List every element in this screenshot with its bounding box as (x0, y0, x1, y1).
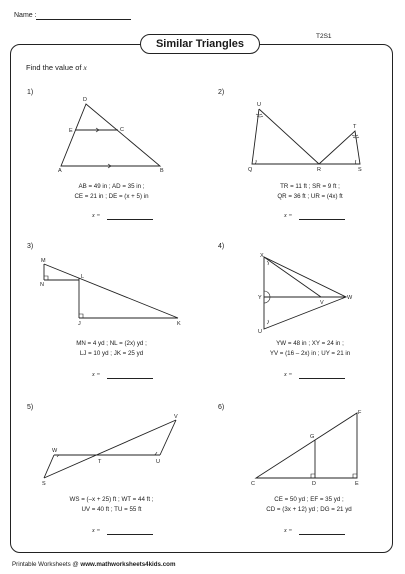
p5-label-t: T (98, 459, 102, 465)
p1-label-a: A (58, 168, 62, 174)
name-label: Name : (14, 12, 37, 19)
problem-1-given-line2: CE = 21 in ; DE = (x + 5) in (74, 193, 149, 200)
problem-1-answer-label: x = (92, 212, 101, 219)
problem-6-given-line1: CE = 50 yd ; EF = 35 yd ; (274, 496, 344, 503)
p6-label-f: F (358, 410, 362, 416)
problem-6-number: 6) (218, 404, 225, 411)
p3-label-n: N (40, 282, 44, 288)
p1-label-b: B (160, 168, 164, 174)
footer (12, 561, 175, 568)
p2-label-u: U (257, 102, 261, 108)
problem-5-given-line2: UV = 40 ft ; TU = 55 ft (81, 506, 142, 513)
p4-label-u: U (258, 329, 262, 335)
problem-6-answer-label: x = (284, 527, 293, 534)
problem-3-given-line1: MN = 4 yd ; NL = (2x) yd ; (76, 340, 147, 347)
problem-4-given-line2: YV = (16 – 2x) in ; UY = 21 in (269, 350, 351, 357)
footer-site-link[interactable]: www.mathworksheets4kids.com (80, 561, 176, 568)
problem-1-given-line1: AB = 49 in ; AD = 35 in ; (78, 183, 145, 190)
p4-label-v: V (320, 300, 324, 306)
p5-label-v: V (174, 414, 178, 420)
p1-label-e: E (69, 128, 73, 134)
problem-5-number: 5) (27, 404, 34, 411)
problem-4-number: 4) (218, 243, 225, 250)
problem-2-given-line1: TR = 11 ft ; SR = 9 ft ; (280, 183, 340, 190)
p2-label-s: S (358, 167, 362, 173)
problem-2-answer-label: x = (284, 212, 293, 219)
p6-label-c: C (251, 481, 255, 487)
p6-label-d: D (312, 481, 316, 487)
p5-label-s: S (42, 481, 46, 487)
problem-6-answer-blank[interactable] (299, 534, 345, 535)
problem-5-given-line1: WS = (–x + 25) ft ; WT = 44 ft ; (69, 496, 154, 503)
p6-label-g: G (310, 434, 315, 440)
p5-label-u: U (156, 459, 160, 465)
problem-3-number: 3) (27, 243, 34, 250)
worksheet-code: T2S1 (316, 33, 332, 40)
p3-label-k: K (177, 321, 181, 327)
p2-label-q: Q (248, 167, 253, 173)
problem-4-answer-label: x = (284, 371, 293, 378)
problem-3-answer-label: x = (92, 371, 101, 378)
footer-prefix: Printable Worksheets @ (12, 561, 81, 568)
problem-6-given (245, 495, 373, 515)
p3-label-j: J (78, 321, 81, 327)
p3-label-l: L (81, 274, 85, 280)
instruction-text: Find the value of (26, 63, 84, 72)
problem-5-answer-label: x = (92, 527, 101, 534)
p4-label-y: Y (258, 295, 262, 301)
problem-3-given-line2: LJ = 10 yd ; JK = 25 yd (79, 350, 144, 357)
p6-label-e: E (355, 481, 359, 487)
instruction-variable: x (83, 63, 87, 72)
p2-label-r: R (317, 167, 321, 173)
p4-label-x: X (260, 253, 264, 259)
problem-2-number: 2) (218, 89, 225, 96)
p1-label-c: C (120, 127, 124, 133)
problem-1-number: 1) (27, 89, 34, 96)
p1-label-d: D (83, 97, 87, 103)
p3-label-m: M (41, 258, 46, 264)
p2-label-t: T (353, 124, 357, 130)
p4-label-w: W (347, 295, 353, 301)
problem-2-given-line2: QR = 36 ft ; UR = (4x) ft (277, 193, 343, 200)
p5-label-w: W (52, 448, 58, 454)
worksheet-title: Similar Triangles (140, 34, 260, 54)
problem-4-given-line1: YW = 48 in ; XY = 24 in ; (276, 340, 344, 347)
problem-6-given-line2: CD = (3x + 12) yd ; DG = 21 yd (266, 506, 352, 513)
